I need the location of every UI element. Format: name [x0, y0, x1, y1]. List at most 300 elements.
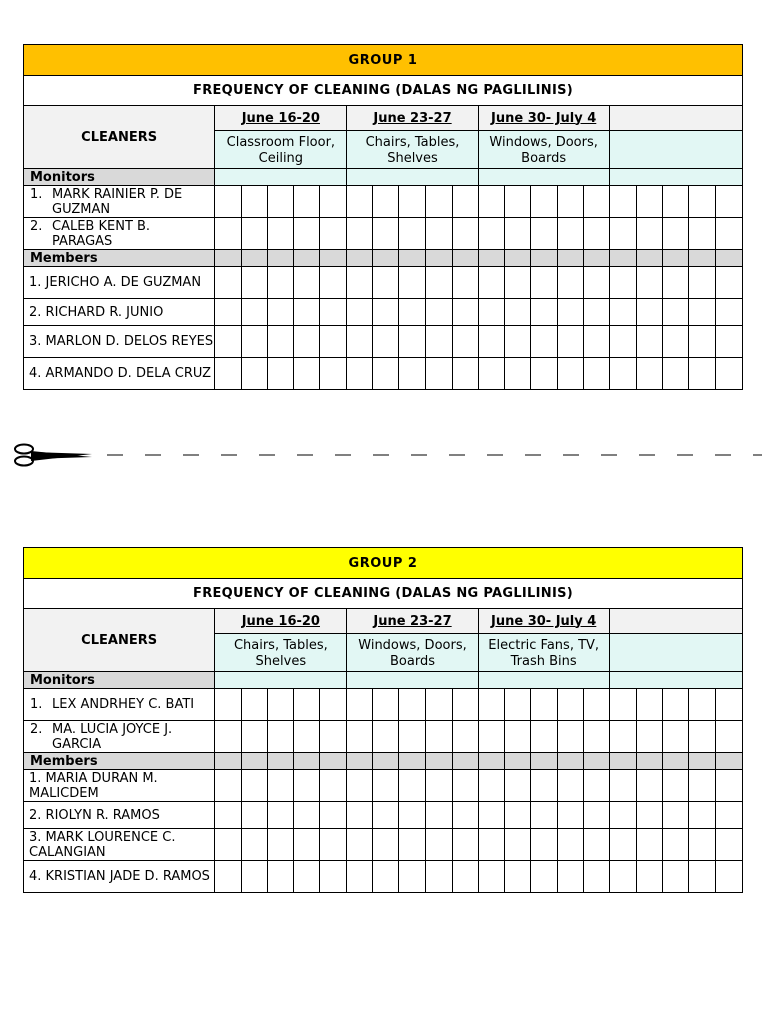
checkbox-cell[interactable] — [715, 218, 742, 250]
member-name: 1. JERICHO A. DE GUZMAN — [24, 267, 215, 299]
checkbox-cell[interactable] — [399, 218, 425, 250]
checkbox-cell[interactable] — [347, 326, 373, 358]
checkbox-cell[interactable] — [320, 299, 347, 326]
checkbox-cell[interactable] — [609, 770, 636, 802]
checkbox-cell[interactable] — [583, 770, 609, 802]
member-name: 3. MARLON D. DELOS REYES — [24, 326, 215, 358]
checkbox-cell[interactable] — [425, 721, 452, 753]
checkbox-cell[interactable] — [662, 267, 688, 299]
checkbox-cell[interactable] — [557, 358, 583, 390]
checkbox-cell[interactable] — [609, 861, 636, 893]
checkbox-cell[interactable] — [373, 326, 399, 358]
checkbox-cell[interactable] — [320, 267, 347, 299]
section-spacer-cell — [530, 753, 557, 770]
checkbox-cell[interactable] — [715, 186, 742, 218]
group-2-schedule — [23, 547, 743, 893]
checkbox-cell[interactable] — [530, 218, 557, 250]
section-spacer-cell — [268, 250, 294, 267]
checkbox-cell[interactable] — [688, 358, 715, 390]
checkbox-cell[interactable] — [268, 267, 294, 299]
checkbox-cell[interactable] — [715, 299, 742, 326]
checkbox-cell[interactable] — [504, 299, 530, 326]
checkbox-cell[interactable] — [557, 299, 583, 326]
checkbox-cell[interactable] — [609, 299, 636, 326]
checkbox-cell[interactable] — [452, 326, 478, 358]
checkbox-cell[interactable] — [662, 829, 688, 861]
checkbox-cell[interactable] — [557, 689, 583, 721]
checkbox-cell[interactable] — [557, 721, 583, 753]
checkbox-cell[interactable] — [268, 186, 294, 218]
checkbox-cell[interactable] — [425, 326, 452, 358]
checkbox-cell[interactable] — [215, 802, 242, 829]
checkbox-cell[interactable] — [347, 186, 373, 218]
checkbox-cell[interactable] — [583, 267, 609, 299]
section-spacer-cell — [399, 753, 425, 770]
checkbox-cell[interactable] — [215, 299, 242, 326]
checkbox-cell[interactable] — [373, 802, 399, 829]
checkbox-cell[interactable] — [583, 861, 609, 893]
checkbox-cell[interactable] — [636, 689, 662, 721]
checkbox-cell[interactable] — [425, 299, 452, 326]
checkbox-cell[interactable] — [557, 218, 583, 250]
checkbox-cell[interactable] — [294, 829, 320, 861]
checkbox-cell[interactable] — [452, 721, 478, 753]
checkbox-cell[interactable] — [504, 802, 530, 829]
checkbox-cell[interactable] — [609, 721, 636, 753]
checkbox-cell[interactable] — [215, 829, 242, 861]
checkbox-cell[interactable] — [320, 689, 347, 721]
checkbox-cell[interactable] — [636, 326, 662, 358]
week-header: June 16-20 — [215, 609, 347, 634]
checkbox-cell[interactable] — [215, 218, 242, 250]
checkbox-cell[interactable] — [347, 267, 373, 299]
checkbox-cell[interactable] — [320, 186, 347, 218]
checkbox-cell[interactable] — [399, 829, 425, 861]
checkbox-cell[interactable] — [294, 218, 320, 250]
checkbox-cell[interactable] — [242, 721, 268, 753]
checkbox-cell[interactable] — [294, 326, 320, 358]
checkbox-cell[interactable] — [215, 267, 242, 299]
checkbox-cell[interactable] — [662, 802, 688, 829]
checkbox-cell[interactable] — [425, 770, 452, 802]
checkbox-cell[interactable] — [530, 721, 557, 753]
checkbox-cell[interactable] — [688, 721, 715, 753]
monitor-name — [24, 689, 215, 721]
week-task — [609, 131, 742, 169]
task-continuation-cell — [294, 169, 320, 186]
checkbox-cell[interactable] — [504, 358, 530, 390]
checkbox-cell[interactable] — [399, 186, 425, 218]
checkbox-cell[interactable] — [268, 358, 294, 390]
checkbox-cell[interactable] — [425, 267, 452, 299]
checkbox-cell[interactable] — [452, 770, 478, 802]
checkbox-cell[interactable] — [399, 267, 425, 299]
monitor-name-text: MARK RAINIER P. DE GUZMAN — [52, 186, 183, 217]
checkbox-cell[interactable] — [609, 358, 636, 390]
section-spacer-cell — [583, 250, 609, 267]
checkbox-cell[interactable] — [504, 218, 530, 250]
checkbox-cell[interactable] — [504, 721, 530, 753]
checkbox-cell[interactable] — [320, 802, 347, 829]
checkbox-cell[interactable] — [452, 358, 478, 390]
checkbox-cell[interactable] — [268, 770, 294, 802]
checkbox-cell[interactable] — [557, 186, 583, 218]
checkbox-cell[interactable] — [215, 326, 242, 358]
checkbox-cell[interactable] — [609, 186, 636, 218]
checkbox-cell[interactable] — [347, 770, 373, 802]
checkbox-cell[interactable] — [715, 358, 742, 390]
checkbox-cell[interactable] — [662, 770, 688, 802]
task-continuation-cell — [347, 672, 373, 689]
checkbox-cell[interactable] — [294, 861, 320, 893]
section-spacer-cell — [662, 753, 688, 770]
checkbox-cell[interactable] — [583, 802, 609, 829]
section-spacer-cell — [557, 753, 583, 770]
checkbox-cell[interactable] — [452, 829, 478, 861]
task-continuation-cell — [478, 672, 504, 689]
checkbox-cell[interactable] — [347, 802, 373, 829]
task-continuation-cell — [478, 169, 504, 186]
monitor-number: 2. — [30, 721, 43, 737]
checkbox-cell[interactable] — [530, 770, 557, 802]
checkbox-cell[interactable] — [242, 326, 268, 358]
checkbox-cell[interactable] — [399, 861, 425, 893]
checkbox-cell[interactable] — [399, 326, 425, 358]
checkbox-cell[interactable] — [294, 299, 320, 326]
checkbox-cell[interactable] — [399, 689, 425, 721]
checkbox-cell[interactable] — [557, 802, 583, 829]
section-spacer-cell — [715, 753, 742, 770]
checkbox-cell[interactable] — [399, 770, 425, 802]
checkbox-cell[interactable] — [478, 326, 504, 358]
checkbox-cell[interactable] — [320, 721, 347, 753]
checkbox-cell[interactable] — [425, 861, 452, 893]
checkbox-cell[interactable] — [268, 802, 294, 829]
checkbox-cell[interactable] — [320, 770, 347, 802]
checkbox-cell[interactable] — [373, 861, 399, 893]
checkbox-cell[interactable] — [636, 802, 662, 829]
checkbox-cell[interactable] — [715, 689, 742, 721]
task-continuation-cell — [373, 672, 399, 689]
section-spacer-cell — [583, 753, 609, 770]
checkbox-cell[interactable] — [215, 721, 242, 753]
checkbox-cell[interactable] — [478, 218, 504, 250]
checkbox-cell[interactable] — [530, 299, 557, 326]
schedule-table — [23, 547, 743, 893]
checkbox-cell[interactable] — [715, 829, 742, 861]
section-spacer-cell — [452, 250, 478, 267]
checkbox-cell[interactable] — [688, 802, 715, 829]
checkbox-cell[interactable] — [478, 358, 504, 390]
checkbox-cell[interactable] — [662, 861, 688, 893]
checkbox-cell[interactable] — [242, 218, 268, 250]
checkbox-cell[interactable] — [688, 218, 715, 250]
checkbox-cell[interactable] — [347, 861, 373, 893]
checkbox-cell[interactable] — [609, 218, 636, 250]
checkbox-cell[interactable] — [268, 326, 294, 358]
task-continuation-cell — [268, 169, 294, 186]
checkbox-cell[interactable] — [530, 861, 557, 893]
section-spacer-cell — [373, 250, 399, 267]
checkbox-cell[interactable] — [452, 861, 478, 893]
checkbox-cell[interactable] — [504, 861, 530, 893]
checkbox-cell[interactable] — [373, 829, 399, 861]
checkbox-cell[interactable] — [557, 861, 583, 893]
checkbox-cell[interactable] — [530, 358, 557, 390]
task-continuation-cell — [215, 169, 242, 186]
checkbox-cell[interactable] — [478, 861, 504, 893]
checkbox-cell[interactable] — [452, 267, 478, 299]
checkbox-cell[interactable] — [215, 861, 242, 893]
table-row — [24, 770, 743, 802]
week-header — [609, 106, 742, 131]
checkbox-cell[interactable] — [215, 358, 242, 390]
checkbox-cell[interactable] — [242, 299, 268, 326]
checkbox-cell[interactable] — [688, 689, 715, 721]
checkbox-cell[interactable] — [215, 689, 242, 721]
checkbox-cell[interactable] — [399, 299, 425, 326]
checkbox-cell[interactable] — [320, 358, 347, 390]
checkbox-cell[interactable] — [373, 267, 399, 299]
task-continuation-cell — [688, 169, 715, 186]
section-spacer-cell — [478, 250, 504, 267]
checkbox-cell[interactable] — [294, 186, 320, 218]
checkbox-cell[interactable] — [373, 299, 399, 326]
checkbox-cell[interactable] — [268, 299, 294, 326]
table-row — [24, 829, 743, 861]
checkbox-cell[interactable] — [688, 770, 715, 802]
checkbox-cell[interactable] — [715, 326, 742, 358]
checkbox-cell[interactable] — [636, 861, 662, 893]
checkbox-cell[interactable] — [504, 689, 530, 721]
monitor-name-text: LEX ANDRHEY C. BATI — [52, 697, 195, 712]
monitor-entry — [30, 187, 214, 217]
checkbox-cell[interactable] — [294, 689, 320, 721]
checkbox-cell[interactable] — [399, 802, 425, 829]
checkbox-cell[interactable] — [530, 186, 557, 218]
checkbox-cell[interactable] — [478, 770, 504, 802]
week-task: Chairs, Tables, Shelves — [215, 634, 347, 672]
section-spacer-cell — [425, 753, 452, 770]
checkbox-cell[interactable] — [504, 770, 530, 802]
checkbox-cell[interactable] — [530, 267, 557, 299]
checkbox-cell[interactable] — [530, 829, 557, 861]
checkbox-cell[interactable] — [347, 358, 373, 390]
checkbox-cell[interactable] — [320, 326, 347, 358]
task-continuation-cell — [609, 672, 636, 689]
checkbox-cell[interactable] — [373, 689, 399, 721]
checkbox-cell[interactable] — [688, 186, 715, 218]
checkbox-cell[interactable] — [557, 770, 583, 802]
checkbox-cell[interactable] — [609, 829, 636, 861]
members-label: Members — [24, 753, 215, 770]
checkbox-cell[interactable] — [478, 689, 504, 721]
checkbox-cell[interactable] — [688, 829, 715, 861]
member-name: 1. MARIA DURAN M. MALICDEM — [24, 770, 215, 802]
checkbox-cell[interactable] — [242, 770, 268, 802]
checkbox-cell[interactable] — [662, 721, 688, 753]
checkbox-cell[interactable] — [452, 689, 478, 721]
checkbox-cell[interactable] — [609, 689, 636, 721]
checkbox-cell[interactable] — [583, 218, 609, 250]
group-title: GROUP 2 — [24, 548, 743, 579]
checkbox-cell[interactable] — [662, 326, 688, 358]
checkbox-cell[interactable] — [609, 802, 636, 829]
section-spacer-cell — [425, 250, 452, 267]
checkbox-cell[interactable] — [373, 721, 399, 753]
table-row — [24, 299, 743, 326]
checkbox-cell[interactable] — [583, 326, 609, 358]
checkbox-cell[interactable] — [268, 861, 294, 893]
checkbox-cell[interactable] — [452, 299, 478, 326]
task-continuation-cell — [715, 169, 742, 186]
section-spacer-cell — [504, 753, 530, 770]
member-name: 4. ARMANDO D. DELA CRUZ — [24, 358, 215, 390]
checkbox-cell[interactable] — [294, 770, 320, 802]
checkbox-cell[interactable] — [425, 358, 452, 390]
section-spacer-cell — [688, 753, 715, 770]
checkbox-cell[interactable] — [530, 802, 557, 829]
checkbox-cell[interactable] — [268, 689, 294, 721]
checkbox-cell[interactable] — [399, 721, 425, 753]
task-continuation-cell — [294, 672, 320, 689]
checkbox-cell[interactable] — [268, 721, 294, 753]
checkbox-cell[interactable] — [636, 299, 662, 326]
checkbox-cell[interactable] — [425, 186, 452, 218]
checkbox-cell[interactable] — [662, 358, 688, 390]
cleaners-header: CLEANERS — [24, 106, 215, 169]
checkbox-cell[interactable] — [715, 721, 742, 753]
checkbox-cell[interactable] — [294, 721, 320, 753]
section-spacer-cell — [294, 250, 320, 267]
checkbox-cell[interactable] — [242, 186, 268, 218]
checkbox-cell[interactable] — [347, 299, 373, 326]
table-row — [24, 861, 743, 893]
checkbox-cell[interactable] — [662, 689, 688, 721]
checkbox-cell[interactable] — [636, 186, 662, 218]
section-spacer-cell — [294, 753, 320, 770]
checkbox-cell[interactable] — [478, 829, 504, 861]
checkbox-cell[interactable] — [715, 802, 742, 829]
checkbox-cell[interactable] — [504, 829, 530, 861]
checkbox-cell[interactable] — [583, 829, 609, 861]
checkbox-cell[interactable] — [636, 358, 662, 390]
checkbox-cell[interactable] — [636, 267, 662, 299]
checkbox-cell[interactable] — [688, 326, 715, 358]
checkbox-cell[interactable] — [609, 326, 636, 358]
checkbox-cell[interactable] — [242, 358, 268, 390]
checkbox-cell[interactable] — [557, 829, 583, 861]
checkbox-cell[interactable] — [373, 186, 399, 218]
week-task: Chairs, Tables, Shelves — [347, 131, 478, 169]
checkbox-cell[interactable] — [320, 829, 347, 861]
checkbox-cell[interactable] — [242, 861, 268, 893]
checkbox-cell[interactable] — [715, 861, 742, 893]
checkbox-cell[interactable] — [294, 267, 320, 299]
checkbox-cell[interactable] — [242, 829, 268, 861]
checkbox-cell[interactable] — [320, 861, 347, 893]
checkbox-cell[interactable] — [583, 186, 609, 218]
checkbox-cell[interactable] — [294, 358, 320, 390]
section-spacer-cell — [715, 250, 742, 267]
checkbox-cell[interactable] — [320, 218, 347, 250]
week-header: June 30- July 4 — [478, 609, 609, 634]
checkbox-cell[interactable] — [478, 186, 504, 218]
checkbox-cell[interactable] — [609, 267, 636, 299]
checkbox-cell[interactable] — [504, 186, 530, 218]
checkbox-cell[interactable] — [504, 267, 530, 299]
checkbox-cell[interactable] — [583, 358, 609, 390]
checkbox-cell[interactable] — [347, 689, 373, 721]
week-header: June 23-27 — [347, 106, 478, 131]
checkbox-cell[interactable] — [373, 770, 399, 802]
checkbox-cell[interactable] — [425, 802, 452, 829]
checkbox-cell[interactable] — [425, 218, 452, 250]
task-continuation-cell — [347, 169, 373, 186]
task-continuation-cell — [242, 672, 268, 689]
checkbox-cell[interactable] — [478, 721, 504, 753]
checkbox-cell[interactable] — [662, 186, 688, 218]
checkbox-cell[interactable] — [478, 802, 504, 829]
checkbox-cell[interactable] — [242, 689, 268, 721]
checkbox-cell[interactable] — [688, 267, 715, 299]
checkbox-cell[interactable] — [636, 770, 662, 802]
week-header: June 23-27 — [347, 609, 478, 634]
checkbox-cell[interactable] — [530, 689, 557, 721]
checkbox-cell[interactable] — [715, 770, 742, 802]
checkbox-cell[interactable] — [662, 218, 688, 250]
checkbox-cell[interactable] — [242, 267, 268, 299]
checkbox-cell[interactable] — [452, 218, 478, 250]
checkbox-cell[interactable] — [583, 299, 609, 326]
checkbox-cell[interactable] — [347, 829, 373, 861]
checkbox-cell[interactable] — [688, 299, 715, 326]
checkbox-cell[interactable] — [425, 829, 452, 861]
checkbox-cell[interactable] — [215, 186, 242, 218]
checkbox-cell[interactable] — [268, 218, 294, 250]
checkbox-cell[interactable] — [347, 721, 373, 753]
checkbox-cell[interactable] — [452, 802, 478, 829]
checkbox-cell[interactable] — [452, 186, 478, 218]
checkbox-cell[interactable] — [399, 358, 425, 390]
checkbox-cell[interactable] — [294, 802, 320, 829]
monitors-label: Monitors — [24, 169, 215, 186]
checkbox-cell[interactable] — [347, 218, 373, 250]
checkbox-cell[interactable] — [636, 218, 662, 250]
checkbox-cell[interactable] — [530, 326, 557, 358]
checkbox-cell[interactable] — [373, 218, 399, 250]
checkbox-cell[interactable] — [268, 829, 294, 861]
checkbox-cell[interactable] — [583, 689, 609, 721]
checkbox-cell[interactable] — [504, 326, 530, 358]
checkbox-cell[interactable] — [242, 802, 268, 829]
checkbox-cell[interactable] — [557, 326, 583, 358]
checkbox-cell[interactable] — [636, 829, 662, 861]
checkbox-cell[interactable] — [636, 721, 662, 753]
checkbox-cell[interactable] — [478, 299, 504, 326]
task-continuation-cell — [504, 169, 530, 186]
checkbox-cell[interactable] — [557, 267, 583, 299]
checkbox-cell[interactable] — [478, 267, 504, 299]
checkbox-cell[interactable] — [688, 861, 715, 893]
checkbox-cell[interactable] — [425, 689, 452, 721]
checkbox-cell[interactable] — [373, 358, 399, 390]
section-spacer-cell — [242, 250, 268, 267]
checkbox-cell[interactable] — [662, 299, 688, 326]
checkbox-cell[interactable] — [583, 721, 609, 753]
checkbox-cell[interactable] — [715, 267, 742, 299]
checkbox-cell[interactable] — [215, 770, 242, 802]
